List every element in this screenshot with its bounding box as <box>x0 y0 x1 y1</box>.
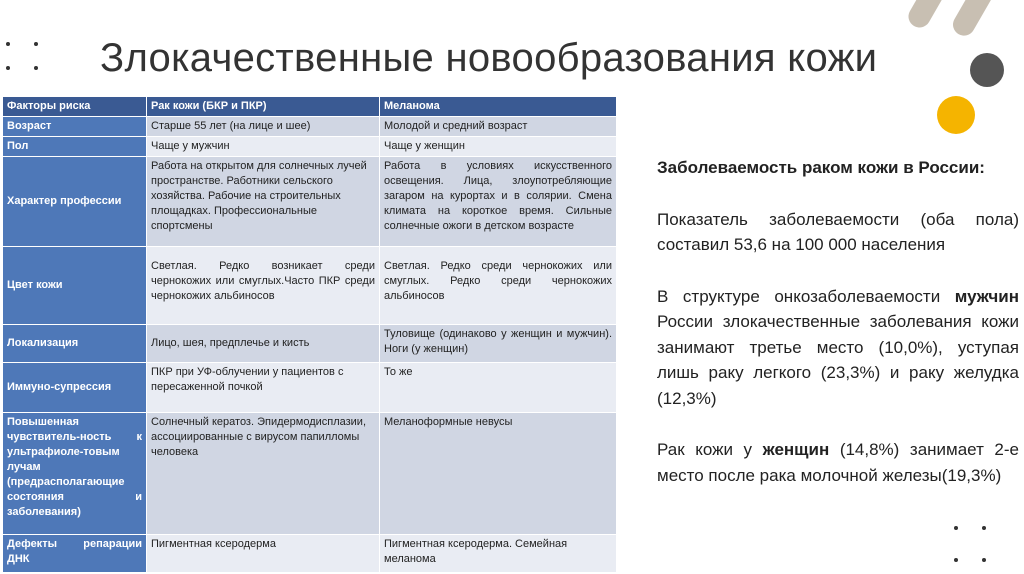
stats-heading: Заболеваемость раком кожи в России: <box>657 158 985 177</box>
table-row <box>3 535 617 573</box>
slide-title: Злокачественные новообразования кожи <box>100 36 878 80</box>
skin-cancer-cell: Старше 55 лет (на лице и шее) <box>147 117 380 137</box>
table-row <box>3 363 617 413</box>
table-row <box>3 157 617 247</box>
stats-p2-post: России злокачественные заболевания кожи занимают третье место (10,0%), уступая лишь раку легкого (23,3%) и раку желудка (12,3%) <box>657 312 1019 408</box>
stats-p2-bold: мужчин <box>954 286 1019 306</box>
skin-cancer-cell: Пигментная ксеродерма <box>147 535 380 573</box>
melanoma-cell: Чаще у женщин <box>380 137 617 157</box>
decor-tan-pill <box>904 0 953 31</box>
stats-p2-pre: В структуре онкозаболеваемости <box>657 286 955 306</box>
header-factors: Факторы риска <box>3 97 147 117</box>
table-row <box>3 117 617 137</box>
factor-cell: Повышенная чувствитель-ность к ультрафиоле-товым лучам (предрасполагающие состояния и заболевания) <box>3 413 147 535</box>
stats-p3-post: (14,8%) занимает 2-е место после рака молочной железы(19,3%) <box>657 440 1019 485</box>
factor-cell: Локализация <box>3 325 147 363</box>
table-row <box>3 413 617 535</box>
decor-yellow-circle <box>937 96 975 134</box>
header-melanoma: Меланома <box>380 97 617 117</box>
factor-cell: Дефекты репарации ДНК <box>3 535 147 573</box>
table-row <box>3 247 617 325</box>
factor-cell: Возраст <box>3 117 147 137</box>
melanoma-cell: То же <box>380 363 617 413</box>
decor-gray-circle <box>970 53 1004 87</box>
incidence-stats <box>657 155 1019 514</box>
header-skin-cancer: Рак кожи (БКР и ПКР) <box>147 97 380 117</box>
melanoma-cell: Светлая. Редко среди чернокожих или смуглых. Редко среди чернокожих альбиносов <box>380 247 617 325</box>
skin-cancer-cell: Солнечный кератоз. Эпидермодисплазии, ассоциированные с вирусом папилломы человека <box>147 413 380 535</box>
decor-dots-top-left <box>4 40 44 74</box>
melanoma-cell: Меланоформные невусы <box>380 413 617 535</box>
table-row <box>3 137 617 157</box>
factor-cell: Характер профессии <box>3 157 147 247</box>
stats-p3-bold: женщин <box>762 440 830 459</box>
skin-cancer-cell: Светлая. Редко возникает среди чернокожих или смуглых.Часто ПКР среди чернокожих альбиносов <box>147 247 380 325</box>
stats-p3-pre: Рак кожи у <box>657 440 763 459</box>
risk-factors-table <box>2 96 617 573</box>
table-row <box>3 325 617 363</box>
factor-cell: Иммуно-супрессия <box>3 363 147 413</box>
skin-cancer-cell: Работа на открытом для солнечных лучей пространстве. Работники сельского хозяйства. Рабочие на строительных площадках. Профессиональные спортсмены <box>147 157 380 247</box>
decor-dots-bottom-right <box>950 524 1000 574</box>
table-header-row <box>3 97 617 117</box>
stats-paragraph-1: Показатель заболеваемости (оба пола) составил 53,6 на 100 000 населения <box>657 209 1019 254</box>
factor-cell: Пол <box>3 137 147 157</box>
stats-paragraph-2 <box>657 284 1019 412</box>
skin-cancer-cell: Чаще у мужчин <box>147 137 380 157</box>
skin-cancer-cell: Лицо, шея, предплечье и кисть <box>147 325 380 363</box>
skin-cancer-cell: ПКР при УФ-облучении у пациентов с пересаженной почкой <box>147 363 380 413</box>
decor-tan-pill-2 <box>949 0 997 40</box>
factor-cell: Цвет кожи <box>3 247 147 325</box>
melanoma-cell: Пигментная ксеродерма. Семейная меланома <box>380 535 617 573</box>
melanoma-cell: Работа в условиях искусственного освещения. Лица, злоупотребляющие загаром на курортах и в солярии. Смена климата на короткое время. Сильные солнечные ожоги в детском возрасте <box>380 157 617 247</box>
decor-shapes <box>890 0 1024 140</box>
melanoma-cell: Молодой и средний возраст <box>380 117 617 137</box>
stats-paragraph-3 <box>657 437 1019 488</box>
melanoma-cell: Туловище (одинаково у женщин и мужчин). Ноги (у женщин) <box>380 325 617 363</box>
